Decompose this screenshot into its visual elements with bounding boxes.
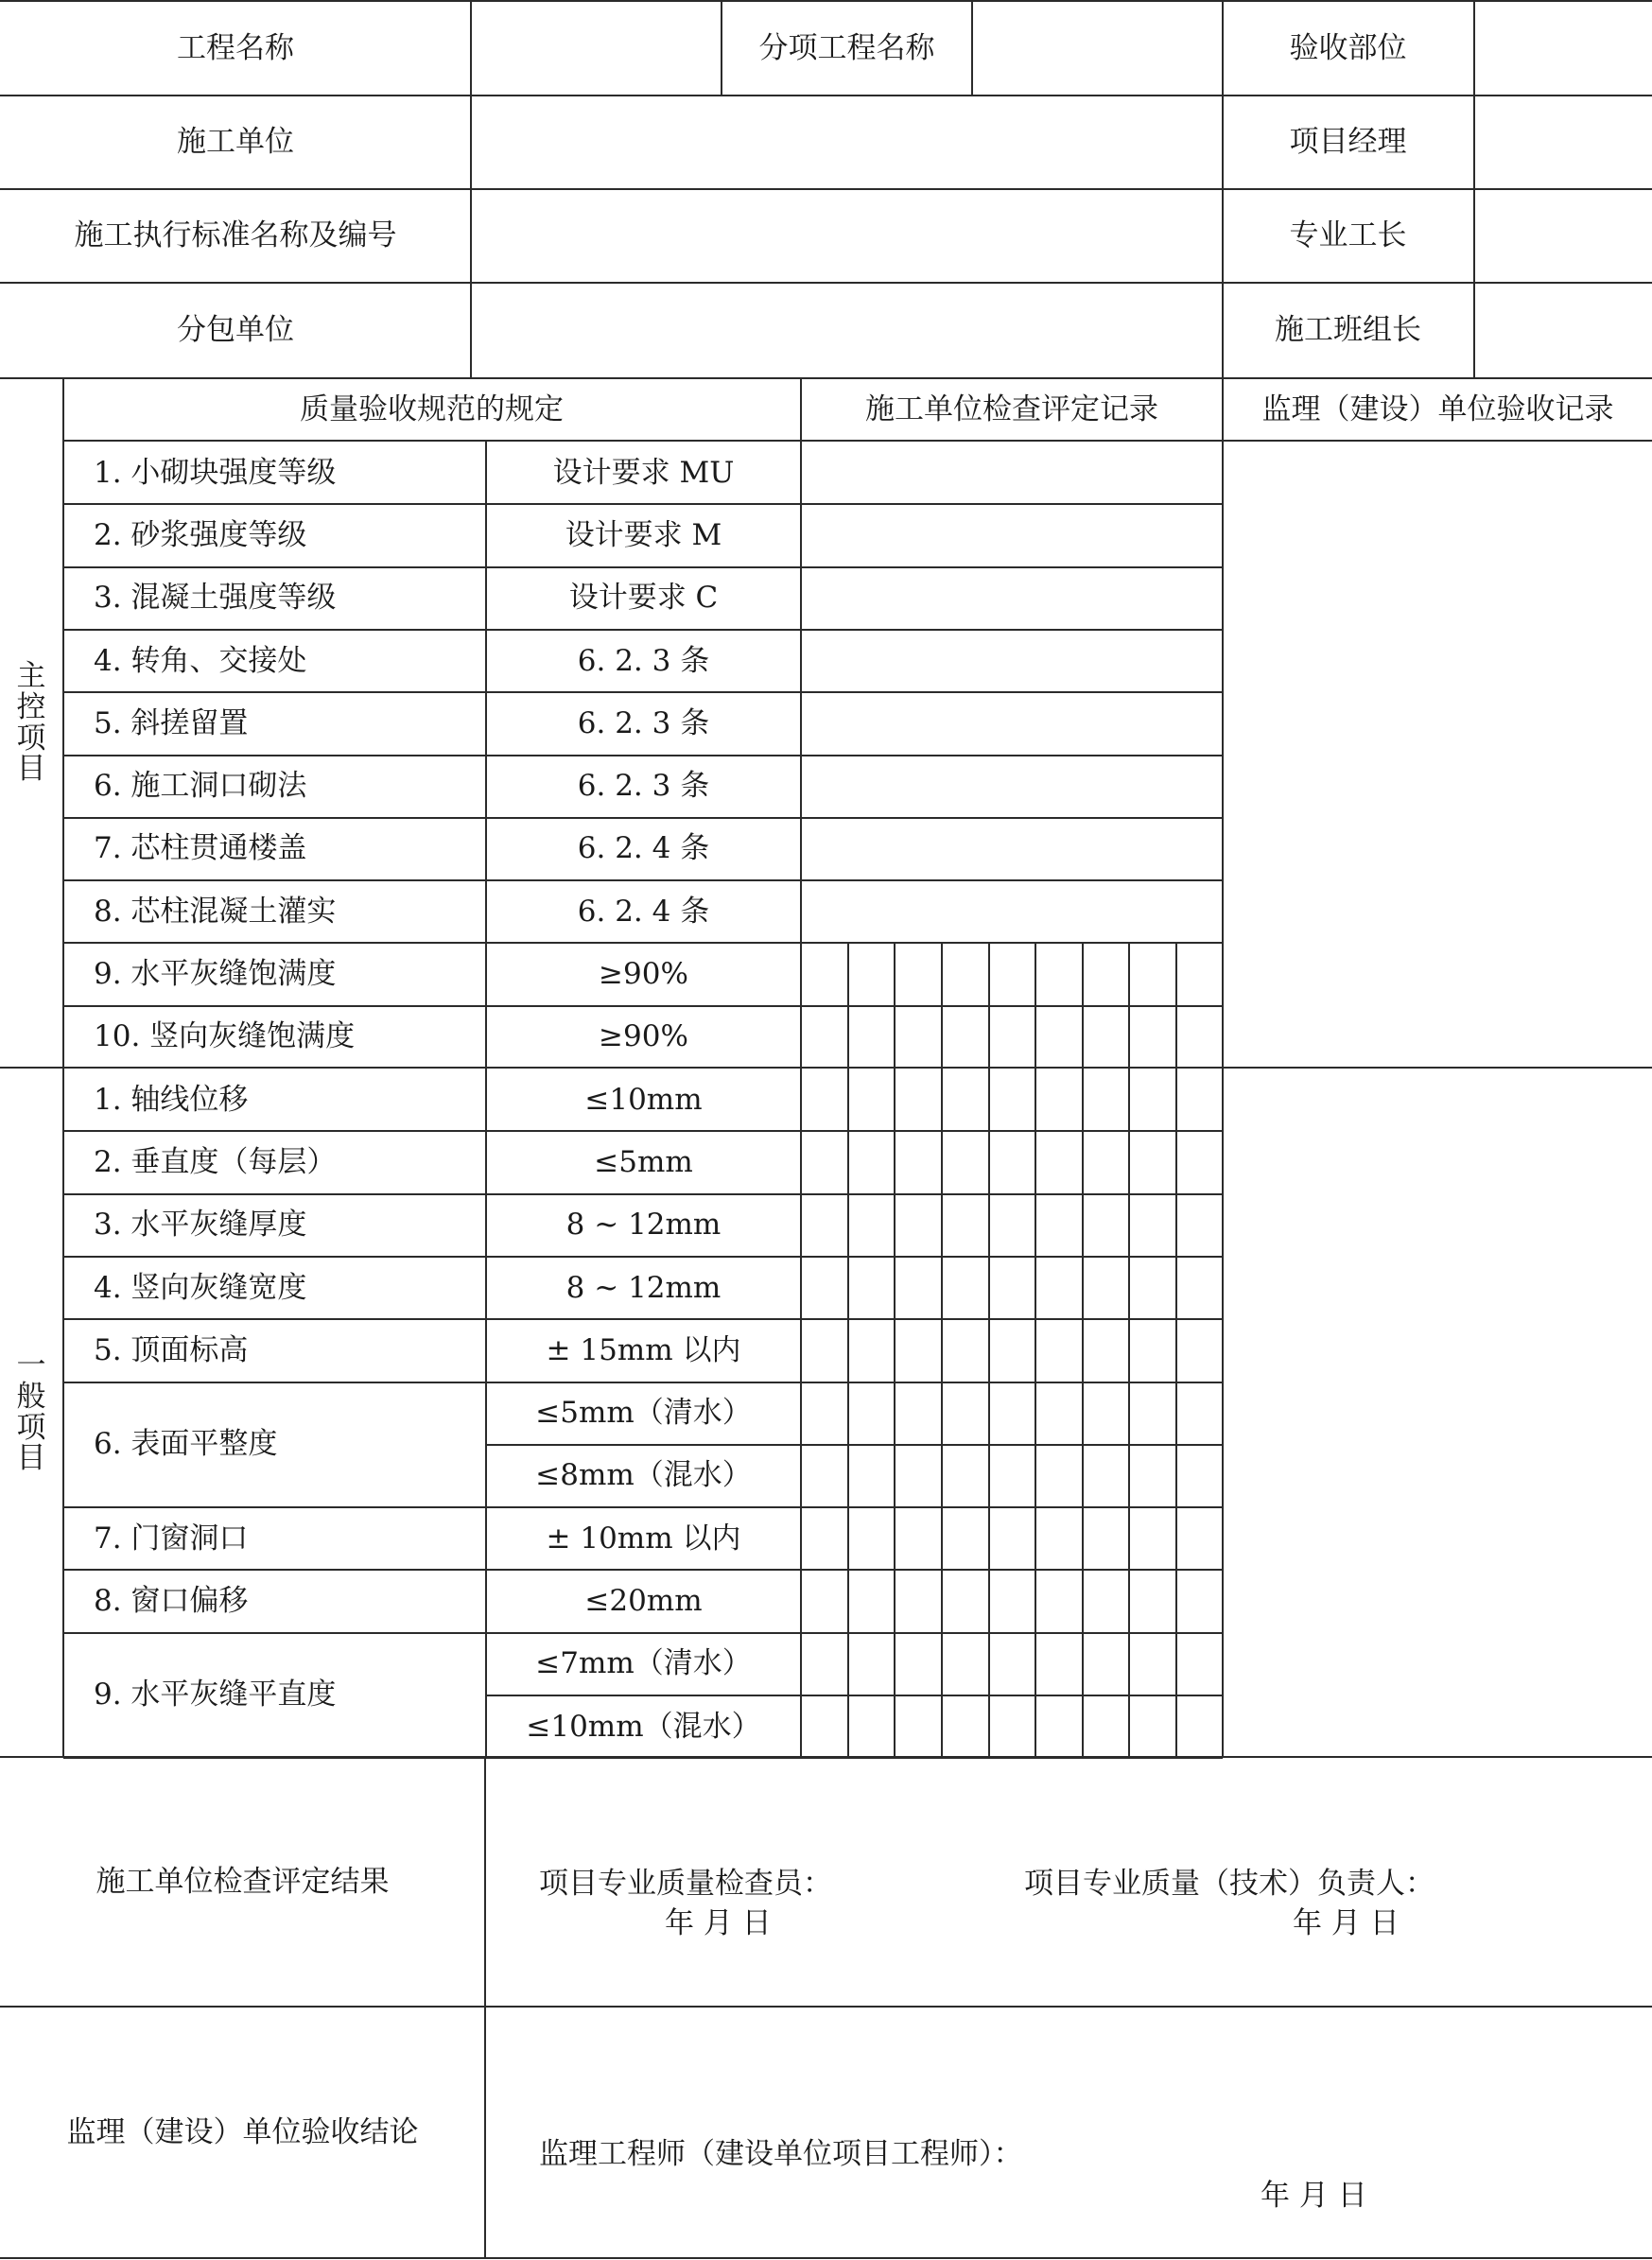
grid-line: [470, 1, 472, 378]
general-item-name: 3. 水平灰缝厚度: [94, 1208, 307, 1243]
grid-line: [0, 95, 1652, 96]
general-item-name: 2. 垂直度（每层）: [94, 1144, 337, 1179]
main-control-item-name: 4. 转角、交接处: [94, 643, 307, 678]
main-control-item-requirement: 设计要求 MU: [552, 455, 735, 490]
grid-line: [63, 1632, 1223, 1634]
grid-line: [63, 755, 1223, 756]
quality-tech-lead-signature[interactable]: 项目专业质量（技术）负责人：: [1024, 1866, 1435, 1901]
general-item-name: 6. 表面平整度: [94, 1427, 278, 1462]
grid-line: [0, 2006, 1652, 2008]
grid-line: [62, 378, 64, 1757]
subcontractor-field[interactable]: [472, 283, 1223, 377]
grid-line: [0, 0, 1652, 2]
general-item-name: 7. 门窗洞口: [94, 1521, 249, 1556]
grid-line: [63, 691, 1223, 693]
general-item-requirement: ≤10mm（混水）: [526, 1709, 761, 1744]
acceptance-part-field[interactable]: [1474, 2, 1652, 96]
grid-line: [63, 1130, 1223, 1132]
contractor-record-column-header: 施工单位检查评定记录: [865, 391, 1158, 426]
standard-label: 施工执行标准名称及编号: [74, 218, 397, 252]
grid-line: [1222, 378, 1224, 1757]
grid-line: [1128, 943, 1130, 1757]
main-control-item-name: 8. 芯柱混凝土灌实: [94, 894, 337, 929]
grid-line: [721, 1, 722, 96]
grid-line: [63, 817, 1223, 819]
sub-item-field[interactable]: [973, 2, 1223, 96]
general-item-requirement: ≤10mm: [584, 1082, 703, 1117]
grid-line: [63, 503, 1223, 505]
general-item-requirement: 8 ~ 12mm: [565, 1208, 722, 1243]
measurement-cells[interactable]: [801, 1633, 1223, 1695]
main-control-item-requirement: ≥90%: [599, 957, 688, 992]
grid-line: [1035, 943, 1036, 1757]
general-item-name: 4. 竖向灰缝宽度: [94, 1270, 307, 1305]
general-item-requirement: ≤7mm（清水）: [535, 1646, 752, 1681]
grid-line: [1222, 1, 1224, 378]
project-manager-label: 项目经理: [1289, 125, 1407, 159]
measurement-cells[interactable]: [801, 1570, 1223, 1632]
grid-line: [63, 1318, 1223, 1320]
supervisor-record-general[interactable]: [1224, 1069, 1652, 1757]
grid-line: [63, 629, 1223, 631]
grid-line: [63, 566, 1223, 568]
standard-field[interactable]: [472, 189, 1223, 283]
subcontractor-label: 分包单位: [177, 312, 294, 347]
main-control-item-requirement: 设计要求 M: [565, 517, 722, 552]
supervisor-record-main-control[interactable]: [1224, 442, 1652, 1068]
general-item-name: 1. 轴线位移: [94, 1082, 249, 1117]
main-control-item-name: 2. 砂浆强度等级: [94, 517, 307, 552]
measurement-cells[interactable]: [801, 1131, 1223, 1193]
supervisor-engineer-signature[interactable]: 监理工程师（建设单位项目工程师）：: [539, 2136, 1023, 2171]
foreman-label: 专业工长: [1289, 218, 1407, 252]
main-control-item-name: 6. 施工洞口砌法: [94, 769, 307, 804]
main-control-item-name: 7. 芯柱贯通楼盖: [94, 831, 307, 866]
main-control-item-name: 10. 竖向灰缝饱满度: [94, 1019, 356, 1054]
measurement-cells[interactable]: [801, 1382, 1223, 1445]
contractor-record-cell[interactable]: [801, 692, 1223, 755]
grid-line: [63, 1757, 1223, 1759]
sub-item-label: 分项工程名称: [758, 31, 935, 65]
team-leader-label: 施工班组长: [1275, 312, 1421, 347]
main-control-item-name: 9. 水平灰缝饱满度: [94, 957, 337, 992]
grid-line: [63, 879, 1223, 881]
main-control-item-requirement: 设计要求 C: [568, 581, 719, 616]
general-item-requirement: ± 15mm 以内: [546, 1332, 741, 1367]
grid-line: [971, 1, 973, 96]
general-item-requirement: 8 ~ 12mm: [565, 1270, 722, 1305]
main-control-item-requirement: 6. 2. 3 条: [577, 769, 710, 804]
grid-line: [63, 942, 1223, 944]
grid-line: [63, 1506, 1223, 1508]
contractor-record-cell[interactable]: [801, 630, 1223, 692]
supervisor-conclusion-label: 监理（建设）单位验收结论: [66, 2114, 419, 2149]
grid-line: [1082, 943, 1084, 1757]
general-item-requirement: ± 10mm 以内: [546, 1521, 741, 1556]
project-name-label: 工程名称: [177, 31, 294, 65]
grid-line: [63, 1569, 1223, 1571]
project-manager-field[interactable]: [1474, 96, 1652, 189]
acceptance-part-label: 验收部位: [1289, 31, 1407, 65]
general-item-requirement: ≤5mm（清水）: [535, 1396, 752, 1431]
supervisor-record-column-header: 监理（建设）单位验收记录: [1261, 391, 1614, 426]
side-label-char: 一: [16, 1348, 46, 1383]
quality-inspector-signature[interactable]: 项目专业质量检查员：: [539, 1866, 832, 1901]
measurement-cells[interactable]: [801, 1257, 1223, 1319]
measurement-cells[interactable]: [801, 1695, 1223, 1758]
side-label-char: 目: [16, 752, 46, 787]
grid-line: [0, 282, 1652, 284]
grid-line: [63, 1193, 1223, 1195]
contractor-record-cell[interactable]: [801, 818, 1223, 880]
main-control-item-requirement: ≥90%: [599, 1019, 688, 1054]
main-control-item-name: 1. 小砌块强度等级: [94, 455, 337, 490]
grid-line: [988, 943, 990, 1757]
grid-line: [63, 1005, 1223, 1007]
grid-line: [0, 2257, 1652, 2259]
contractor-result-label: 施工单位检查评定结果: [96, 1864, 390, 1899]
grid-line: [800, 378, 802, 1757]
grid-line: [485, 441, 487, 1757]
side-label-char: 目: [16, 1441, 46, 1476]
contractor-record-cell[interactable]: [801, 442, 1223, 504]
grid-line: [63, 440, 1652, 442]
grid-line: [941, 943, 943, 1757]
grid-line: [1175, 943, 1177, 1757]
measurement-cells[interactable]: [801, 1507, 1223, 1570]
grid-line: [847, 943, 849, 1757]
side-label-char: 控: [16, 689, 46, 724]
side-label-char: 项: [16, 1410, 46, 1445]
project-name-field[interactable]: [472, 2, 722, 96]
grid-line: [894, 943, 896, 1757]
general-item-name: 9. 水平灰缝平直度: [94, 1678, 337, 1712]
spec-column-header: 质量验收规范的规定: [300, 391, 564, 426]
side-label-char: 般: [16, 1379, 46, 1414]
main-control-item-name: 3. 混凝土强度等级: [94, 581, 337, 616]
date-right[interactable]: 年 月 日: [1293, 1905, 1400, 1940]
general-item-name: 5. 顶面标高: [94, 1332, 249, 1367]
main-control-item-requirement: 6. 2. 4 条: [577, 831, 710, 866]
contractor-record-cell[interactable]: [801, 943, 1223, 1005]
grid-line: [63, 1382, 1223, 1383]
team-leader-field[interactable]: [1474, 283, 1652, 377]
grid-line: [484, 1757, 486, 2258]
contractor-record-cell[interactable]: [801, 756, 1223, 818]
grid-line: [1473, 1, 1475, 378]
foreman-field[interactable]: [1474, 189, 1652, 283]
contractor-record-cell[interactable]: [801, 880, 1223, 943]
measurement-cells[interactable]: [801, 1069, 1223, 1131]
side-label-char: 项: [16, 721, 46, 756]
general-item-requirement: ≤5mm: [594, 1144, 693, 1179]
contractor-record-cell[interactable]: [801, 1006, 1223, 1069]
grid-line: [63, 1256, 1223, 1258]
general-item-requirement: ≤20mm: [584, 1584, 703, 1619]
main-control-item-requirement: 6. 2. 4 条: [577, 894, 710, 929]
general-item-name: 8. 窗口偏移: [94, 1584, 249, 1619]
measurement-cells[interactable]: [801, 1445, 1223, 1507]
contractor-label: 施工单位: [177, 125, 294, 159]
main-control-item-requirement: 6. 2. 3 条: [577, 643, 710, 678]
side-label-char: 主: [16, 659, 46, 694]
grid-line: [486, 1695, 1223, 1696]
contractor-field[interactable]: [472, 96, 1223, 189]
general-item-requirement: ≤8mm（混水）: [535, 1458, 752, 1493]
date-left[interactable]: 年 月 日: [665, 1905, 772, 1940]
general-side-label: [0, 1068, 62, 1757]
main-control-item-name: 5. 斜搓留置: [94, 705, 249, 740]
grid-line: [0, 1067, 1652, 1069]
contractor-record-cell[interactable]: [801, 504, 1223, 566]
contractor-record-cell[interactable]: [801, 567, 1223, 630]
main-control-item-requirement: 6. 2. 3 条: [577, 705, 710, 740]
measurement-cells[interactable]: [801, 1319, 1223, 1382]
main-control-side-label: [0, 378, 62, 1068]
grid-line: [0, 188, 1652, 190]
grid-line: [486, 1444, 1223, 1446]
date-bottom[interactable]: 年 月 日: [1261, 2178, 1367, 2213]
measurement-cells[interactable]: [801, 1194, 1223, 1257]
grid-line: [0, 377, 1652, 379]
